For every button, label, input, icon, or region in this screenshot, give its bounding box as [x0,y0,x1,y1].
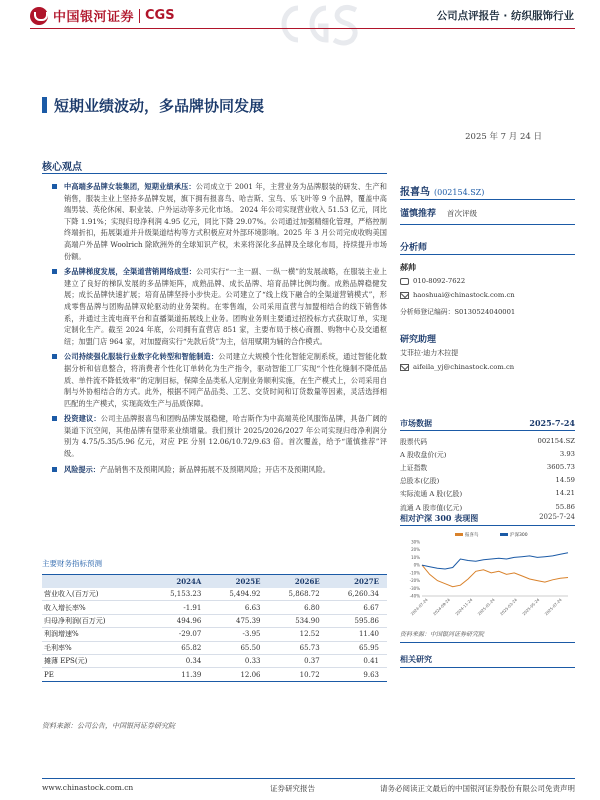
table-cell: 14.21 [555,489,575,498]
table-cell: 6,260.34 [328,588,387,601]
table-cell: 6.80 [269,601,328,614]
sidebar-divider [400,254,575,255]
table-row [400,487,575,500]
table-row [400,500,575,513]
table-cell: 实际流通 A 股(亿股) [400,490,463,499]
financials-title: 主要财务指标预测 [42,559,102,568]
table-row [42,668,387,681]
relative-performance-chart [400,530,575,630]
table-cell: 6.67 [328,601,387,614]
bullet-lead: 多品牌梯度发展，全渠道营销网络成型： [64,267,197,277]
y-tick-label: 10% [411,554,420,560]
x-tick-label: 2025-01-24 [476,597,496,617]
logo-cgs: CGS [145,8,175,23]
y-tick-label: 30% [411,539,420,545]
relative-performance-date: 2025-7-24 [539,513,575,521]
rating: 谨慎推荐 [400,209,437,219]
bullet-text: 公司实行“一主一副、一纵一横”的发展战略，在服装主业上建立了良好的梯队发展的多品牌矩阵，成熟品牌、成长品牌、培育品牌比例均衡。成熟品牌稳健发展；成长品牌快速扩展；培育品牌坚持小步快走。公司建立了“线上线下融合的全渠道营销模式”，形成零售品牌与团购品牌双轮驱动的业务架构。在零售端，公司采用直营与加盟相结合的线下销售体系，并通过主流电商平台和直播渠道拓展线上业务。团购业务则主要通过招投标方式获取订单，实现定制化生产。截至 2024 年底，公司拥有直营店 851 家，主要布局于核心商圈、购物中心及交通枢纽；加盟门店 964 家，对加盟商实行“先款后货”为主，信用赋期为辅的合作模式。 [64,267,387,346]
table-cell: 0.41 [328,654,387,667]
bullet-item [52,413,387,459]
table-cell: 摊薄 EPS(元) [42,654,150,667]
table-cell: 3.93 [559,449,575,458]
table-cell: 65.73 [269,641,328,654]
table-cell: 12.06 [209,668,268,681]
table-cell: 归母净利润(百万元) [42,614,150,627]
footer-website[interactable]: www.chinastock.com.cn [42,783,134,792]
sidebar-divider [400,667,575,668]
rating-note: 首次评级 [447,209,477,218]
y-tick-label: -20% [409,578,420,584]
table-cell: 65.82 [150,641,209,654]
analyst-name: 郝帅 [400,262,416,272]
table-cell: 5,494.92 [209,588,268,601]
footer-divider [42,778,575,779]
table-cell: 9.63 [328,668,387,681]
table-cell: 0.34 [150,654,209,667]
table-cell: 上证指数 [400,463,428,472]
table-cell: -3.95 [209,628,268,641]
table-cell: 475.39 [209,614,268,627]
x-tick-label: 2025-05-24 [521,597,541,617]
y-tick-label: -40% [409,593,420,599]
mail-icon [400,364,409,371]
table-cell: 股票代码 [400,437,428,446]
bullet-text: 产品销售不及预期风险；新品牌拓展不及预期风险；开店不及预期风险。 [99,464,330,474]
table-row [42,614,387,627]
header-divider [30,28,575,29]
bullet-lead: 公司持续强化服装行业数字化转型和智能制造： [64,352,219,362]
assistant-name [400,348,458,358]
assistant-name-text: 艾菲拉·迪力木拉提 [400,349,459,357]
bullet-item [52,464,387,476]
x-tick-label: 2024-09-24 [431,597,452,617]
market-data-heading: 市场数据 [400,418,432,428]
bullet-text: 公司主品牌报喜鸟和团购品牌发展稳健，哈吉斯作为中高端英伦风服饰品牌，具备广阔的渠道下沉空间，其他品牌有望带来业绩增量。我们预计 2025/2026/2027 年公司实现归母净利润分别为 4.75/5.35/5.96 亿元，对应 PE 分别 12.06/10.72/9.63 倍。首次覆盖，给予“谨慎推荐”评级。 [64,414,387,459]
table-cell: 55.86 [555,502,575,511]
y-tick-label: -30% [409,585,420,591]
sidebar-divider [400,642,575,643]
financials-source: 资料来源：公司公告，中国银河证券研究院 [42,722,175,730]
assistant-email-text[interactable]: aifeila_yj@chinastock.com.cn [413,363,515,371]
y-tick-label: -10% [409,570,420,576]
mail-icon [400,292,409,299]
series-line-index [422,553,568,569]
table-cell: PE [42,668,150,681]
analyst-phone [400,277,465,285]
company-code: (002154.SZ) [434,188,485,197]
table-cell: 营业收入(百万元) [42,588,150,601]
x-tick-label: 2024-11-24 [454,597,474,617]
analyst-email[interactable] [400,291,515,299]
table-header-row [42,575,387,588]
table-cell: 总股本(亿股) [400,477,440,486]
table-cell: 3605.73 [546,462,575,471]
sidebar-divider [400,430,575,431]
analyst-phone-text: 010-8092-7622 [413,277,466,285]
table-cell: 595.86 [328,614,387,627]
column-header: 2025E [209,575,268,588]
footer-disclaimer: 请务必阅读正文最后的中国银河证券股份有限公司免责声明 [380,784,575,793]
series-line-company [422,565,568,587]
company-name-text: 报喜鸟 [400,187,430,198]
logo-text: 中国银河证券 [53,10,135,25]
table-cell: 6.63 [209,601,268,614]
section-divider [42,173,387,174]
report-date: 2025 年 7 月 24 日 [465,132,542,142]
market-data-table [400,434,575,513]
column-header: 2024A [150,575,209,588]
table-cell: 11.39 [150,668,209,681]
financials-table [42,574,387,682]
table-cell: -29.07 [150,628,209,641]
table-row [400,474,575,487]
table-cell: A 股收盘价(元) [400,450,447,459]
table-cell: 流通 A 股市值(亿元) [400,503,463,512]
table-cell: 65.95 [328,641,387,654]
table-cell: 毛利率% [42,641,150,654]
column-header: 2026E [269,575,328,588]
bullet-lead: 风险提示： [64,464,100,474]
footer-center: 证券研究报告 [270,784,315,793]
market-data-date: 2025-7-24 [529,418,575,428]
analyst-email-text[interactable]: haoshuai@chinastock.com.cn [413,291,515,299]
logo-separator [139,9,140,23]
table-row [42,654,387,667]
phone-icon [400,278,409,285]
company-name [400,183,484,198]
table-cell: 利润增速% [42,628,150,641]
core-views-heading: 核心观点 [42,162,82,173]
table-cell: 11.40 [328,628,387,641]
bullet-item [52,181,387,262]
table-cell: 0.33 [209,654,268,667]
company-logo [30,6,175,25]
y-tick-label: 0% [413,562,420,568]
table-row [42,588,387,601]
sidebar-divider [400,525,575,526]
chart-source: 资料来源：中国银河证券研究院 [400,631,485,638]
table-cell: 5,868.72 [269,588,328,601]
table-cell: 494.96 [150,614,209,627]
assistant-heading: 研究助理 [400,335,437,345]
analyst-registration [400,306,515,316]
sidebar-divider [400,199,575,200]
bullet-lead: 中高端多品牌女装集团，短期业绩承压： [64,182,196,191]
bullet-item [52,266,387,347]
report-type: 公司点评报告 · 纺织服饰行业 [436,10,574,22]
table-cell: 14.59 [555,476,575,485]
table-cell: 534.90 [269,614,328,627]
relative-performance-heading: 相对沪深 300 表现图 [400,513,479,523]
table-row [42,641,387,654]
cgs-watermark [270,0,360,50]
table-row [400,447,575,460]
logo-icon [30,7,48,25]
report-title: 短期业绩波动，多品牌协同发展 [54,97,265,115]
sidebar-divider [400,224,575,225]
x-tick-label: 2025-07-24 [543,597,563,617]
table-cell: 12.52 [269,628,328,641]
x-tick-label: 2025-03-24 [498,597,519,617]
legend-swatch [500,533,508,536]
table-cell: 0.37 [269,654,328,667]
column-header: 2027E [328,575,387,588]
column-header [42,575,150,588]
related-research-heading: 相关研究 [400,654,432,664]
table-row [42,601,387,614]
analyst-heading: 分析师 [400,243,428,253]
table-row [400,434,575,447]
assistant-email[interactable] [400,363,514,371]
y-tick-label: 20% [411,547,420,553]
legend-label: 沪深300 [510,533,528,538]
bullet-text: 公司建立大规模个性化智能定制系统，通过智能化数据分析和信息整合，将消费者个性化订单转化为生产指令，驱动智能工厂实现“个性化缝制不降低品质、单件流不降低效率”的定制目标，保障全品类私人定制业务顺利实施，在生产模式上，公司采用自制与外协相结合的方式。此外，根据不同产品品类、工艺、交货时间和订货数量等因素，灵活选择相匹配的生产模式，实现高效生产与品质保障。 [64,352,387,408]
bullet-lead: 投资建议： [64,414,101,424]
table-cell: 5,153.23 [150,588,209,601]
table-cell: 002154.SZ [537,436,575,445]
core-views-list [52,181,387,479]
table-row [400,460,575,473]
table-cell: 10.72 [269,668,328,681]
table-row [42,628,387,641]
table-cell: 65.50 [209,641,268,654]
legend-swatch [455,533,463,536]
table-cell: 收入增长率% [42,601,150,614]
analyst-registration-text: 分析师登记编码：S0130524040001 [400,308,516,316]
legend-label: 报喜鸟 [465,533,479,538]
x-tick-label: 2024-07-24 [409,597,429,617]
bullet-item [52,351,387,409]
title-accent [42,97,47,113]
table-cell: -1.91 [150,601,209,614]
bullet-text: 公司成立于 2001 年，主营业务为品牌服装的研发、生产和销售，服装主业上坚持多品牌发展，旗下拥有报喜鸟、哈吉斯、宝鸟、乐飞叶等 9 个品牌，覆盖中高端男装、英伦休闲、职业装、户外运动等多元化市场。 2024 年公司实现营业收入 51.53 亿元，同比下降 1.91%；实现归母净利润 4.95 亿元，同比下降 29.07%。公司通过加强精细化管理，严格控制终端折扣，拓展渠道并升级渠道结构等方式积极应对外部环境影响。2025 年 3 月公司完成收购美国高端户外品牌 Woolrich 除欧洲外的全球知识产权，未来将深化多品牌及全球化布局，持续提升市场份额。 [64,182,387,261]
